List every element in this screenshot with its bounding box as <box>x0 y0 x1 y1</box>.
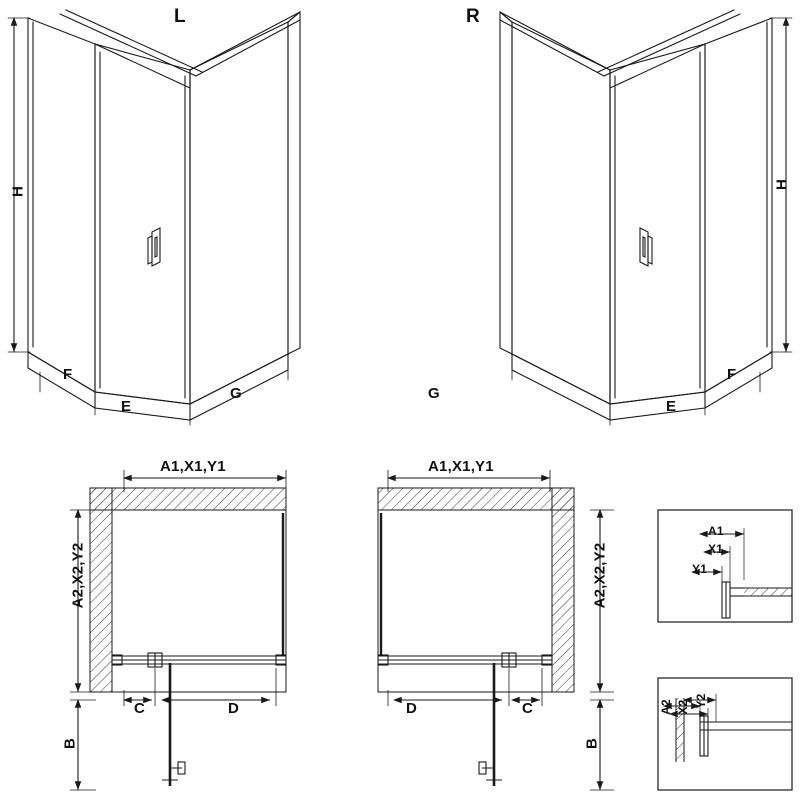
dim-g-left: G <box>230 385 242 402</box>
plan-right-seg-c: C <box>522 700 534 717</box>
iso-view-left <box>8 10 300 425</box>
plan-view-right <box>378 470 614 790</box>
dim-h-left: H <box>9 185 27 198</box>
dim-f-right: F <box>727 366 737 383</box>
variant-label-left: L <box>174 6 186 27</box>
detail-top-a1: A1 <box>708 524 724 538</box>
plan-right-top-dim: A1,X1,Y1 <box>428 458 494 475</box>
plan-right-side-dim: A2,X2,Y2 <box>591 542 609 609</box>
detail-bottom-a2: A2 <box>659 699 673 715</box>
plan-left-seg-d: D <box>228 700 240 717</box>
variant-label-right: R <box>466 6 480 27</box>
iso-view-right <box>500 10 792 425</box>
dim-e-right: E <box>666 398 677 415</box>
dim-e-left: E <box>121 398 132 415</box>
dim-g-right: G <box>428 385 440 402</box>
detail-bottom-x2: X2 <box>676 699 690 715</box>
plan-view-left <box>70 470 286 790</box>
detail-top-x1: X1 <box>708 542 724 556</box>
dim-h-right: H <box>773 178 791 191</box>
plan-left-b-dim: B <box>61 737 79 750</box>
detail-bottom-y2: Y2 <box>694 693 708 709</box>
detail-box-bottom <box>658 678 792 790</box>
dim-f-left: F <box>63 366 73 383</box>
detail-top-y1: Y1 <box>692 562 708 576</box>
plan-left-side-dim: A2,X2,Y2 <box>69 542 87 609</box>
plan-left-seg-c: C <box>134 700 146 717</box>
plan-left-top-dim: A1,X1,Y1 <box>160 458 226 475</box>
detail-box-top <box>658 510 792 622</box>
plan-right-b-dim: B <box>583 737 601 750</box>
plan-right-seg-d: D <box>406 700 418 717</box>
